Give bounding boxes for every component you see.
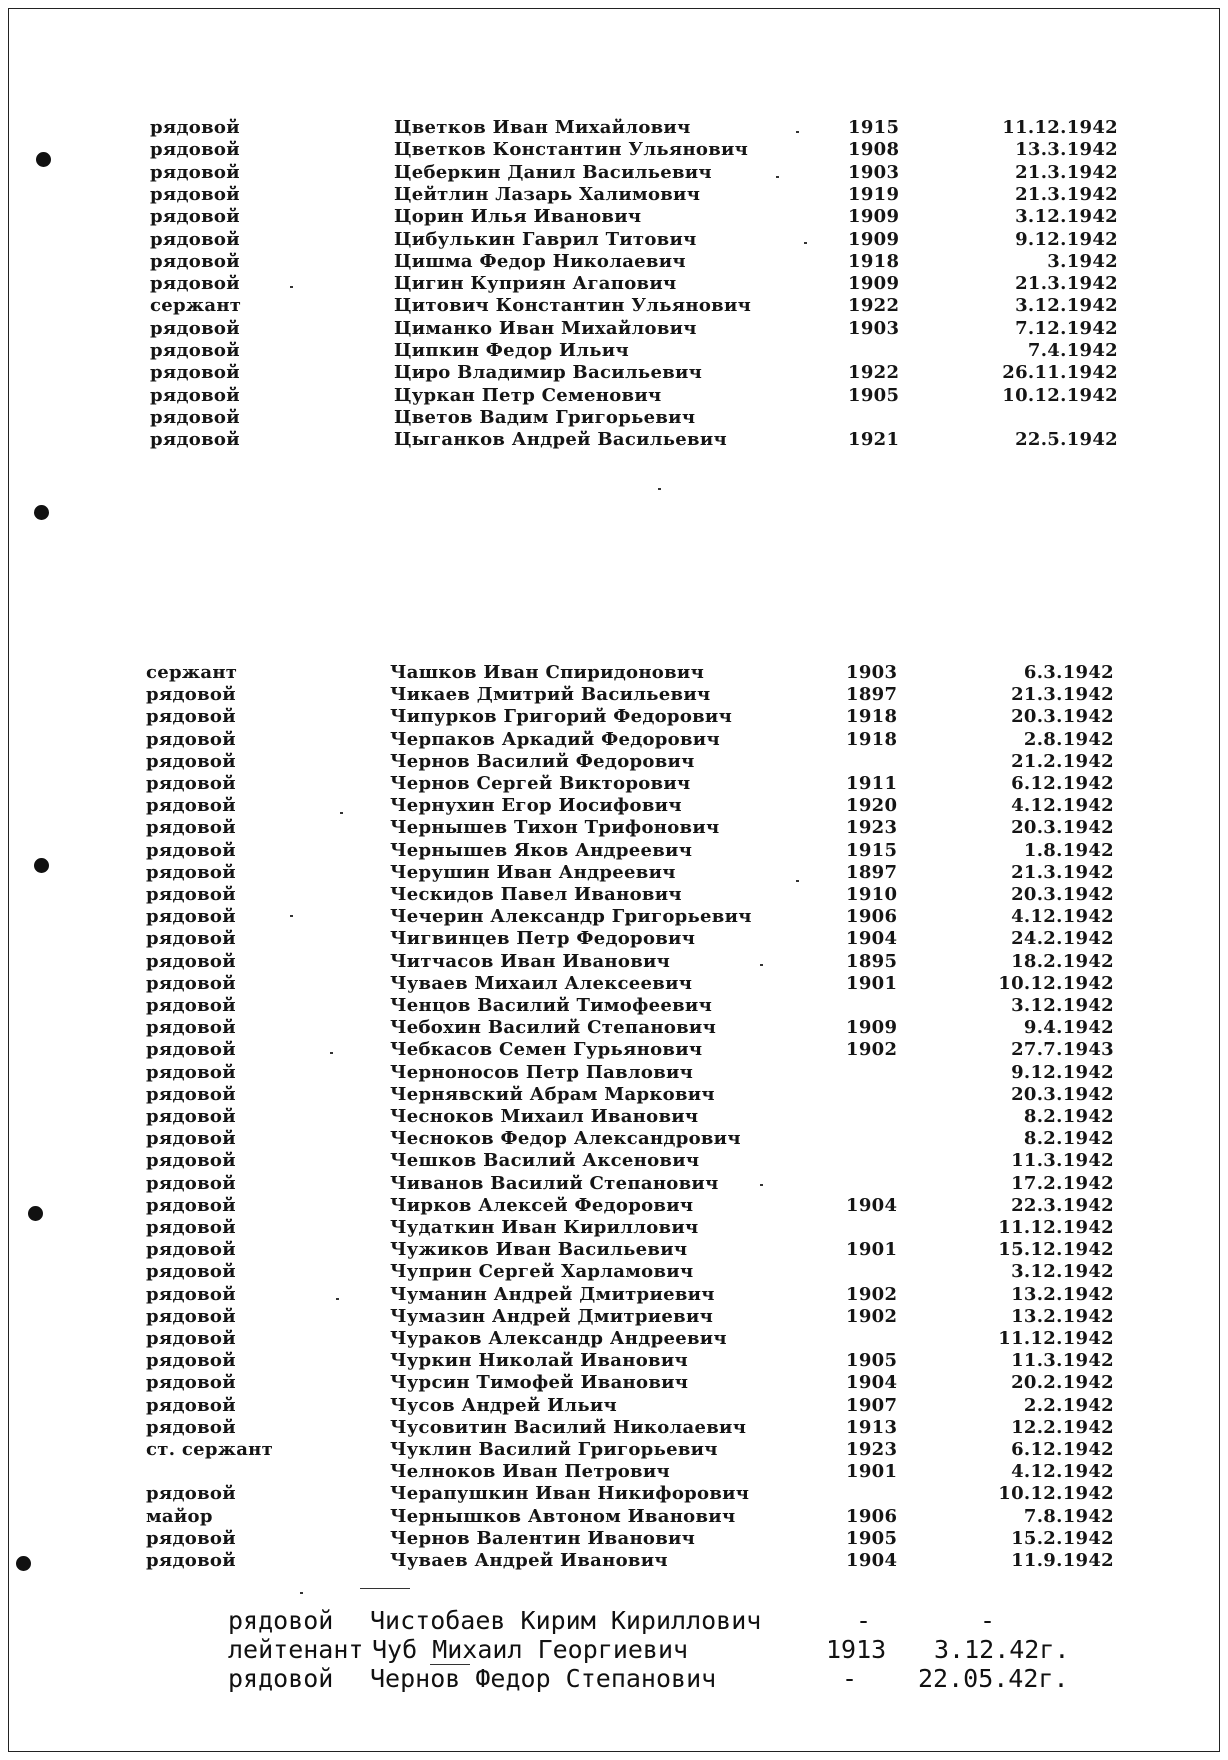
list-item: рядовой Чебкасов Семен Гурьянович 1902 27.7.1943 (146, 1039, 1114, 1061)
list-item: рядовой Чигвинцев Петр Федорович 1904 24.2.1942 (146, 928, 1114, 950)
list-item: рядовой Цветков Иван Михайлович 1915 11.12.1942 (150, 117, 1118, 138)
list-item: сержант Чашков Иван Спиридонович 1903 6.3.1942 (146, 662, 1114, 683)
list-item: рядовой Ципкин Федор Ильич 7.4.1942 (150, 340, 1118, 361)
list-item: рядовой Чудаткин Иван Кириллович 11.12.1942 (146, 1217, 1114, 1238)
list-item: рядовой Чуваев Михаил Алексеевич 1901 10.12.1942 (146, 972, 1114, 994)
list-item: рядовой Чернов Сергей Викторович 1911 6.12.1942 (146, 773, 1114, 794)
list-item: рядовой Чиванов Василий Степанович 17.2.1942 (146, 1172, 1114, 1194)
paper-speck (300, 1592, 303, 1594)
list-item: рядовой Чуваев Андрей Иванович 1904 11.9.1942 (146, 1550, 1114, 1571)
list-item: рядовой Чуркин Николай Иванович 1905 11.3.1942 (146, 1350, 1114, 1372)
list-item: Челноков Иван Петрович 1901 4.12.1942 (390, 1461, 1114, 1483)
list-item: рядовой Чужиков Иван Васильевич 1901 15.12.1942 (146, 1239, 1114, 1261)
list-item: рядовой Цуркан Петр Семенович 1905 10.12.1942 (150, 384, 1118, 406)
list-item: рядовой Черапушкин Иван Никифорович 10.12.1942 (146, 1483, 1114, 1505)
list-item: рядовой Чернов Василий Федорович 21.2.1942 (146, 750, 1114, 772)
list-item: рядовой Цветов Вадим Григорьевич (150, 406, 696, 428)
list-item: рядовой Чурсин Тимофей Иванович 1904 20.2.1942 (146, 1372, 1114, 1394)
list-item: рядовой Циманко Иван Михайлович 1903 7.12.1942 (150, 317, 1118, 339)
list-item: рядовой Ческидов Павел Иванович 1910 20.3.1942 (146, 884, 1114, 905)
list-item: рядовой Цибулькин Гаврил Титович 1909 9.12.1942 (150, 228, 1118, 250)
list-item: рядовой Чумазин Андрей Дмитриевич 1902 13.2.1942 (146, 1305, 1114, 1327)
paper-speck (658, 488, 661, 490)
list-item: рядовой Чернов Валентин Иванович 1905 15.2.1942 (146, 1527, 1114, 1549)
list-item: рядовой Чернышев Яков Андреевич 1915 1.8.1942 (146, 839, 1114, 861)
list-item: майор Чернышков Автоном Иванович 1906 7.8.1942 (146, 1505, 1114, 1527)
list-item: рядовой Цейтлин Лазарь Халимович 1919 21.3.1942 (150, 183, 1118, 205)
list-item: рядовой Черноносов Петр Павлович 9.12.1942 (146, 1061, 1114, 1083)
typed-row: рядовой Чернов Федор Степанович - 22.05.42г. (228, 1664, 1069, 1693)
list-item: рядовой Черушин Иван Андреевич 1897 21.3.1942 (146, 861, 1114, 883)
list-item: рядовой Ченцов Василий Тимофеевич 3.12.1942 (146, 995, 1114, 1016)
paper-speck (360, 1588, 410, 1589)
list-item: ст. сержант Чуклин Василий Григорьевич 1923 6.12.1942 (146, 1439, 1114, 1460)
list-item: рядовой Чесноков Федор Александрович 8.2.1942 (146, 1128, 1114, 1150)
list-item: рядовой Цигин Куприян Агапович 1909 21.3.1942 (150, 273, 1118, 295)
list-item: рядовой Чуприн Сергей Харламович 3.12.1942 (146, 1261, 1114, 1283)
typed-row: лейтенант Чуб Михаил Георгиевич 1913 3.12.42г. (228, 1635, 1070, 1664)
list-item: рядовой Чернышев Тихон Трифонович 1923 20.3.1942 (146, 817, 1114, 839)
list-item: рядовой Цветков Константин Ульянович 1908 13.3.1942 (150, 139, 1118, 161)
list-item: рядовой Чусов Андрей Ильич 1907 2.2.1942 (146, 1394, 1114, 1416)
list-item: рядовой Читчасов Иван Иванович 1895 18.2.1942 (146, 950, 1114, 972)
list-item: рядовой Цеберкин Данил Васильевич 1903 21.3.1942 (150, 161, 1118, 183)
list-item: рядовой Чесноков Михаил Иванович 8.2.1942 (146, 1106, 1114, 1127)
list-item: рядовой Чернухин Егор Иосифович 1920 4.12.1942 (146, 795, 1114, 817)
list-item: рядовой Чураков Александр Андреевич 11.12.1942 (146, 1328, 1114, 1349)
list-item: рядовой Цишма Федор Николаевич 1918 3.1942 (150, 250, 1118, 272)
list-item: рядовой Черпаков Аркадий Федорович 1918 2.8.1942 (146, 728, 1114, 750)
typed-row: рядовой Чистобаев Кирим Кириллович - - (228, 1606, 996, 1635)
list-item: рядовой Чикаев Дмитрий Васильевич 1897 21.3.1942 (146, 684, 1114, 706)
list-item: рядовой Чернявский Абрам Маркович 20.3.1942 (146, 1083, 1114, 1105)
list-item: рядовой Чешков Василий Аксенович 11.3.1942 (146, 1150, 1114, 1172)
list-item: рядовой Чипурков Григорий Федорович 1918 20.3.1942 (146, 706, 1114, 728)
list-item: рядовой Чирков Алексей Федорович 1904 22.3.1942 (146, 1194, 1114, 1216)
list-item: рядовой Циро Владимир Васильевич 1922 26.11.1942 (150, 362, 1118, 384)
list-item: сержант Цитович Константин Ульянович 1922 3.12.1942 (150, 295, 1118, 317)
list-item: рядовой Цыганков Андрей Васильевич 1921 22.5.1942 (150, 429, 1118, 451)
binder-hole (34, 505, 49, 520)
list-item: рядовой Чуманин Андрей Дмитриевич 1902 13.2.1942 (146, 1283, 1114, 1305)
list-item: рядовой Цорин Илья Иванович 1909 3.12.1942 (150, 206, 1118, 228)
list-item: рядовой Чебохин Василий Степанович 1909 9.4.1942 (146, 1017, 1114, 1039)
list-item: рядовой Чусовитин Василий Николаевич 1913 12.2.1942 (146, 1416, 1114, 1438)
list-item: рядовой Чечерин Александр Григорьевич 1906 4.12.1942 (146, 906, 1114, 928)
